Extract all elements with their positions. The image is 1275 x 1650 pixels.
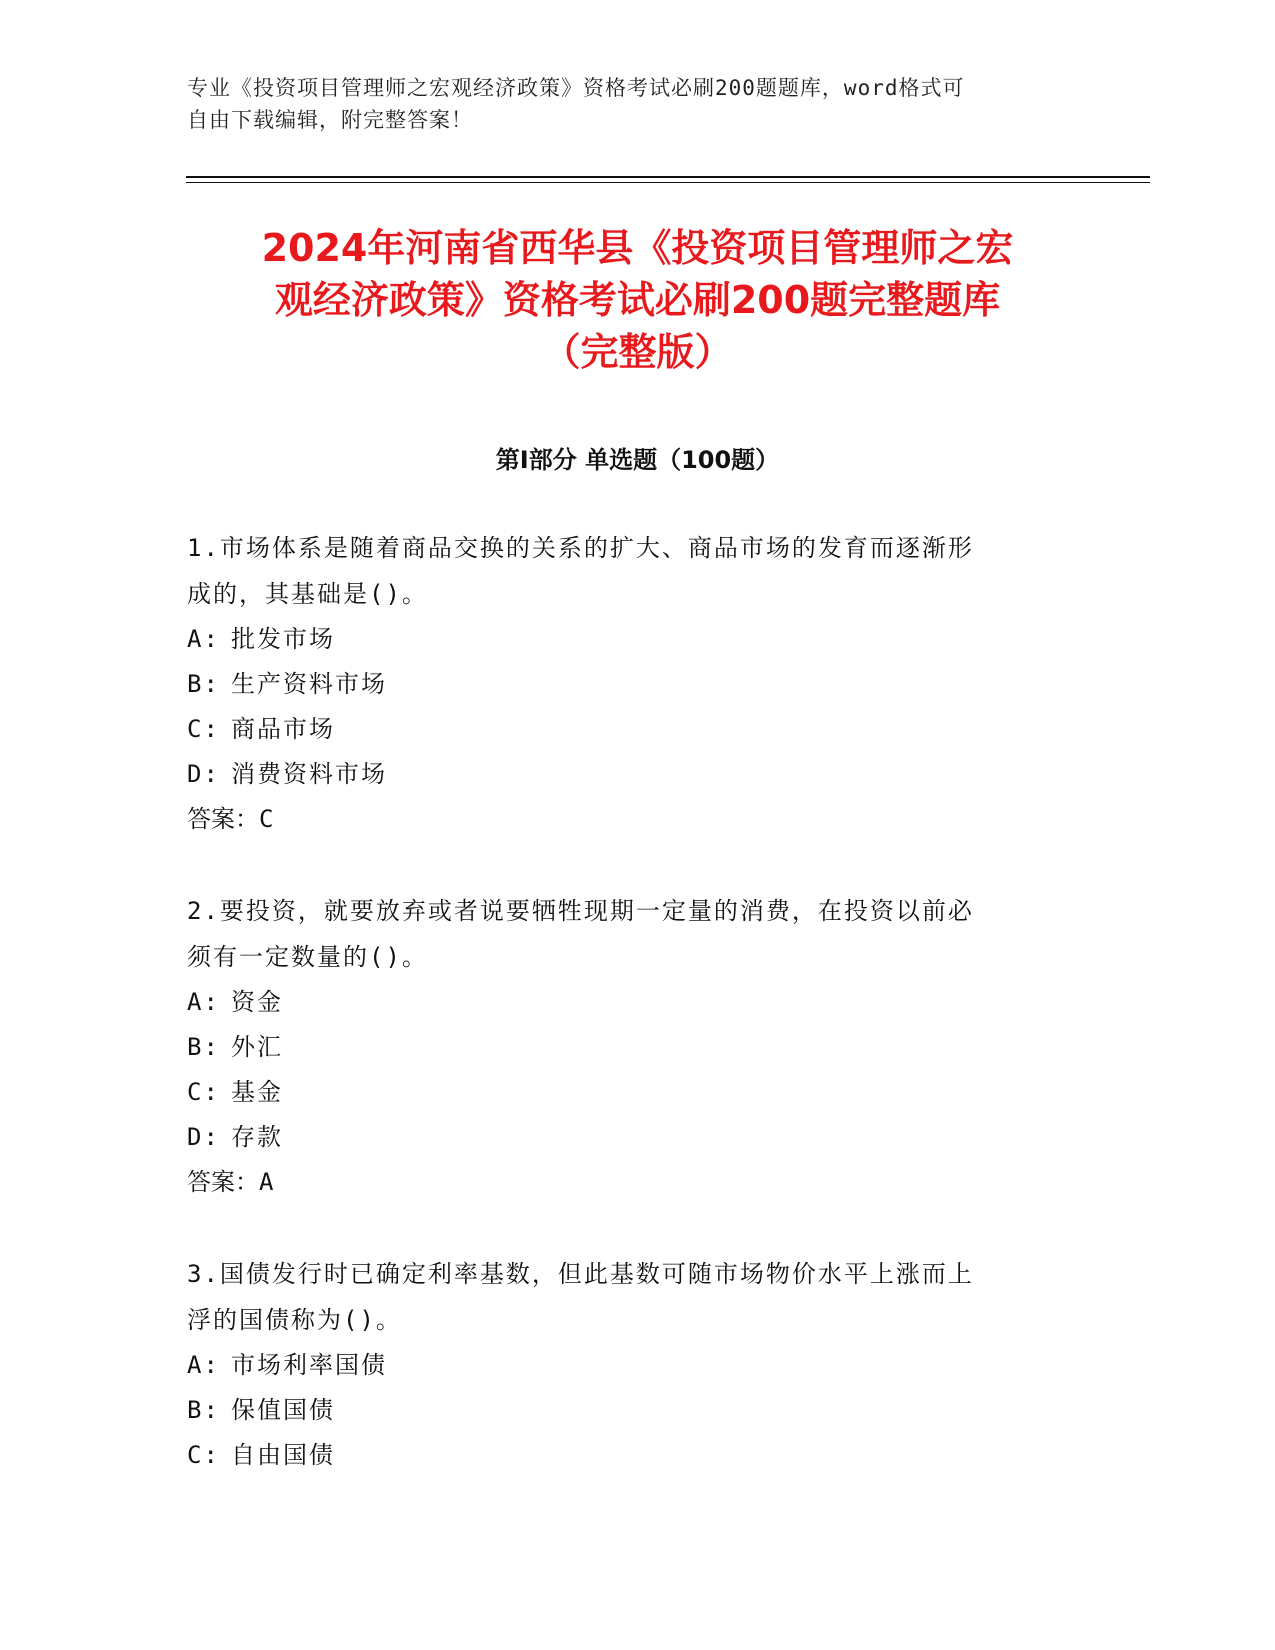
- title-line: （完整版）: [542, 330, 733, 374]
- option-letter: B:: [187, 1396, 220, 1424]
- question-stem: [187, 888, 1067, 980]
- question-list: [187, 525, 1067, 1524]
- option-letter: D:: [187, 760, 220, 788]
- question-stem-line: 3.国债发行时已确定利率基数，但此基数可随市场物价水平上涨而上: [187, 1260, 974, 1288]
- question-stem: [187, 1251, 1067, 1343]
- option-letter: B:: [187, 1033, 220, 1061]
- header-note: [187, 72, 1087, 136]
- question-item: [187, 888, 1067, 1205]
- option-text: 存款: [231, 1123, 283, 1151]
- option-letter: A:: [187, 988, 220, 1016]
- option-a: [187, 980, 1067, 1025]
- title-line: 观经济政策》资格考试必刷200题完整题库: [274, 278, 1001, 322]
- header-note-line: 自由下载编辑，附完整答案！: [187, 108, 473, 132]
- option-c: [187, 1433, 1067, 1478]
- option-letter: C:: [187, 1078, 220, 1106]
- header-note-line: 专业《投资项目管理师之宏观经济政策》资格考试必刷200题题库，word格式可: [187, 76, 965, 100]
- answer-label: 答案：: [187, 805, 259, 833]
- option-text: 批发市场: [231, 625, 335, 653]
- question-item: [187, 525, 1067, 842]
- option-a: [187, 617, 1067, 662]
- question-stem-line: 浮的国债称为()。: [187, 1306, 402, 1334]
- question-stem-line: 成的，其基础是()。: [187, 580, 428, 608]
- answer: [187, 797, 1067, 842]
- option-b: [187, 1025, 1067, 1070]
- option-letter: C:: [187, 1441, 220, 1469]
- option-letter: C:: [187, 715, 220, 743]
- header-divider-thin: [186, 182, 1150, 183]
- option-a: [187, 1343, 1067, 1388]
- option-text: 消费资料市场: [231, 760, 387, 788]
- document-title: [140, 222, 1135, 378]
- answer-value: A: [259, 1168, 274, 1196]
- question-item: [187, 1251, 1067, 1478]
- option-c: [187, 707, 1067, 752]
- question-stem-line: 2.要投资，就要放弃或者说要牺牲现期一定量的消费，在投资以前必: [187, 897, 974, 925]
- option-text: 基金: [231, 1078, 283, 1106]
- answer: [187, 1160, 1067, 1205]
- option-b: [187, 662, 1067, 707]
- title-line: 2024年河南省西华县《投资项目管理师之宏: [261, 226, 1014, 270]
- option-text: 自由国债: [231, 1441, 335, 1469]
- question-stem: [187, 525, 1067, 617]
- option-letter: A:: [187, 625, 220, 653]
- question-stem-line: 须有一定数量的()。: [187, 943, 428, 971]
- header-divider: [186, 176, 1150, 178]
- section-title: 第Ⅰ部分 单选题（100题）: [495, 446, 780, 474]
- option-text: 商品市场: [231, 715, 335, 743]
- option-letter: D:: [187, 1123, 220, 1151]
- option-text: 市场利率国债: [231, 1351, 387, 1379]
- option-text: 资金: [231, 988, 283, 1016]
- option-c: [187, 1070, 1067, 1115]
- option-text: 外汇: [231, 1033, 283, 1061]
- option-d: [187, 1115, 1067, 1160]
- option-d: [187, 752, 1067, 797]
- option-b: [187, 1388, 1067, 1433]
- option-text: 生产资料市场: [231, 670, 387, 698]
- option-text: 保值国债: [231, 1396, 335, 1424]
- answer-label: 答案：: [187, 1168, 259, 1196]
- option-letter: A:: [187, 1351, 220, 1379]
- question-stem-line: 1.市场体系是随着商品交换的关系的扩大、商品市场的发育而逐渐形: [187, 534, 974, 562]
- answer-value: C: [259, 805, 274, 833]
- option-letter: B:: [187, 670, 220, 698]
